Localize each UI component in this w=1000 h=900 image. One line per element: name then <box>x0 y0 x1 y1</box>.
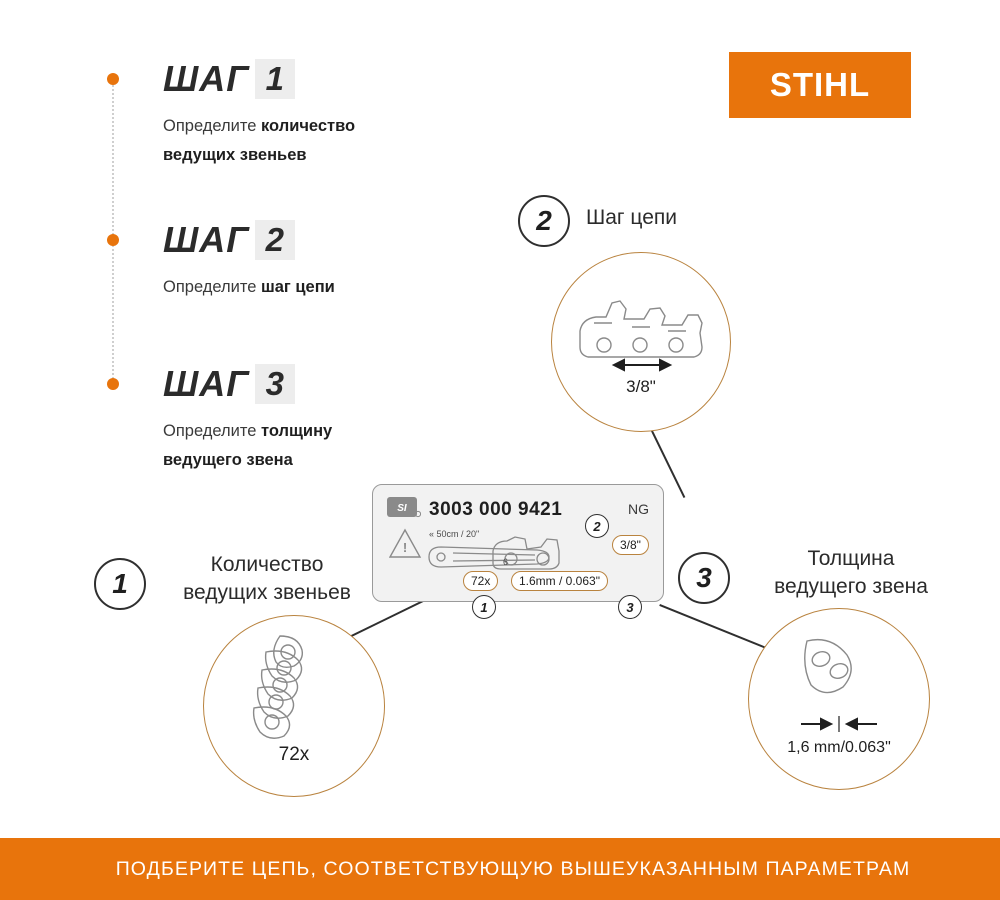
card-bar-spec: « 50cm / 20" <box>429 529 480 539</box>
step-1 <box>163 58 355 170</box>
step-1-desc-plain: Определите <box>163 117 261 135</box>
bubble-pitch-value: 3/8" <box>626 377 656 396</box>
callout-number-3-right: 3 <box>678 552 730 604</box>
step-1-title-text: ШАГ <box>163 58 250 99</box>
stihl-logo <box>729 52 911 118</box>
step-3 <box>163 363 332 475</box>
gauge-arrow-icon <box>793 715 883 733</box>
drive-links-illustration <box>236 630 356 760</box>
step-2-desc-plain: Определите <box>163 278 261 296</box>
callout-number-1-left: 1 <box>94 558 146 610</box>
callout-label-drive-links <box>162 551 372 608</box>
pitch-arrow-icon <box>602 357 682 373</box>
step-2-number: 2 <box>255 220 295 260</box>
step-2-title <box>163 219 335 261</box>
step-2-title-text: ШАГ <box>163 219 250 260</box>
bubble-gauge-value: 1,6 mm/0.063" <box>787 739 891 756</box>
card-marker-3: 3 <box>618 595 642 619</box>
step-2 <box>163 219 335 302</box>
bottom-banner <box>26 838 1000 900</box>
warning-triangle-icon <box>389 527 423 563</box>
card-ng-text: NG <box>628 501 649 517</box>
card-pill-gauge: 1.6mm / 0.063" <box>511 571 608 591</box>
step-3-description <box>163 417 332 475</box>
timeline-dot-2 <box>107 234 119 246</box>
step-2-desc-bold-1: шаг цепи <box>261 278 335 296</box>
bubble-drive-links <box>203 615 385 797</box>
step-3-title-text: ШАГ <box>163 363 250 404</box>
card-pill-count: 72x <box>463 571 498 591</box>
step-3-desc-plain: Определите <box>163 422 261 440</box>
stihl-logo-text: STIHL <box>769 66 871 103</box>
timeline-dot-1 <box>107 73 119 85</box>
bubble-drive-links-value: 72x <box>278 744 310 765</box>
step-1-desc-bold-1: количество <box>261 117 356 135</box>
card-marker-1: 1 <box>472 595 496 619</box>
step-2-description <box>163 273 335 302</box>
step-3-desc-bold-1: толщину <box>261 422 333 440</box>
callout-label-gauge-line2: ведущего звена <box>774 575 928 599</box>
step-3-desc-bold-2: ведущего звена <box>163 450 293 469</box>
card-marker-2: 2 <box>585 514 609 538</box>
timeline-dot-3 <box>107 378 119 390</box>
bubble-gauge <box>748 608 930 790</box>
step-1-number: 1 <box>255 59 295 99</box>
bubble-pitch <box>551 252 731 432</box>
step-3-title <box>163 363 332 405</box>
callout-label-pitch: Шаг цепи <box>586 206 677 229</box>
callout-label-drive-links-line1: Количество <box>210 553 324 576</box>
svg-text:!: ! <box>402 540 408 555</box>
bottom-banner-text: ПОДБЕРИТЕ ЦЕПЬ, СООТВЕТСТВУЮЩУЮ ВЫШЕУКАЗАННЫМ ПАРАМЕТРАМ <box>115 857 911 880</box>
step-1-desc-bold-2: ведущих звеньев <box>163 145 307 164</box>
callout-label-drive-links-line2: ведущих звеньев <box>183 581 351 605</box>
step-1-title <box>163 58 355 100</box>
card-chain-illustration <box>485 527 575 573</box>
callout-number-2-top: 2 <box>518 195 570 247</box>
callout-label-gauge-line1: Толщина <box>807 547 895 570</box>
svg-text:SI: SI <box>397 503 407 514</box>
step-3-number: 3 <box>255 364 295 404</box>
stihl-badge-icon <box>387 497 421 519</box>
left-accent-bar-mask <box>0 0 26 838</box>
card-pill-pitch: 3/8" <box>612 535 649 555</box>
product-label-card <box>372 484 664 602</box>
callout-label-gauge <box>746 545 956 602</box>
step-1-description <box>163 112 355 170</box>
card-small-six: 6 <box>503 557 509 567</box>
card-product-code: 3003 000 9421 <box>429 499 563 520</box>
